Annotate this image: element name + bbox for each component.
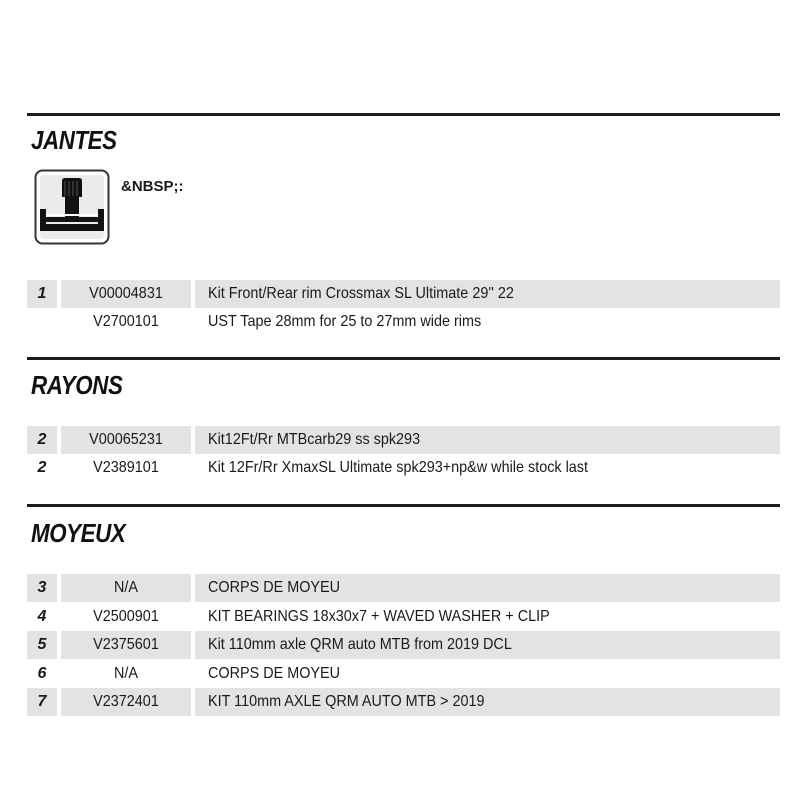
table-row — [27, 688, 780, 716]
table-row — [27, 603, 780, 631]
part-reference: V00065231 — [89, 431, 163, 448]
part-description: Kit 12Fr/Rr XmaxSL Ultimate spk293+np&w while stock last — [208, 459, 589, 476]
table-row — [27, 280, 780, 308]
part-reference: N/A — [113, 579, 138, 596]
part-reference: V2389101 — [93, 459, 159, 476]
row-number: 7 — [37, 693, 47, 710]
part-reference: V2500901 — [93, 608, 159, 625]
part-description: CORPS DE MOYEU — [208, 579, 341, 596]
section-title-jantes: JANTES — [31, 125, 117, 155]
part-reference: V2372401 — [93, 693, 159, 710]
section-rule-jantes — [27, 113, 780, 116]
row-number: 2 — [37, 431, 47, 448]
section-title-moyeux: MOYEUX — [31, 518, 126, 548]
part-description: UST Tape 28mm for 25 to 27mm wide rims — [208, 313, 482, 330]
section-rule-rayons — [27, 357, 780, 360]
part-reference: N/A — [113, 665, 138, 682]
part-description: Kit 110mm axle QRM auto MTB from 2019 DCL — [208, 636, 512, 653]
part-description: Kit Front/Rear rim Crossmax SL Ultimate 29'' 22 — [208, 285, 514, 302]
part-reference: V00004831 — [89, 285, 163, 302]
row-number: 1 — [37, 285, 47, 302]
part-reference: V2375601 — [93, 636, 159, 653]
row-number: 6 — [37, 665, 47, 682]
table-row — [27, 574, 780, 602]
part-description: CORPS DE MOYEU — [208, 665, 341, 682]
part-reference: V2700101 — [93, 313, 159, 330]
table-row — [27, 454, 780, 482]
row-number: 3 — [37, 579, 47, 596]
part-description: KIT 110mm AXLE QRM AUTO MTB > 2019 — [208, 693, 485, 710]
row-number: 4 — [37, 608, 47, 625]
table-row — [27, 631, 780, 659]
section-title-rayons: RAYONS — [31, 370, 123, 400]
table-row — [27, 426, 780, 454]
table-row — [27, 308, 780, 336]
row-number: 2 — [37, 459, 47, 476]
section-rule-moyeux — [27, 504, 780, 507]
part-description: Kit12Ft/Rr MTBcarb29 ss spk293 — [208, 431, 421, 448]
table-row — [27, 660, 780, 688]
part-description: KIT BEARINGS 18x30x7 + WAVED WASHER + CLIP — [208, 608, 550, 625]
icon-note: &NBSP;: — [121, 178, 184, 195]
tubeless-valve-icon — [34, 169, 110, 245]
row-number: 5 — [37, 636, 47, 653]
